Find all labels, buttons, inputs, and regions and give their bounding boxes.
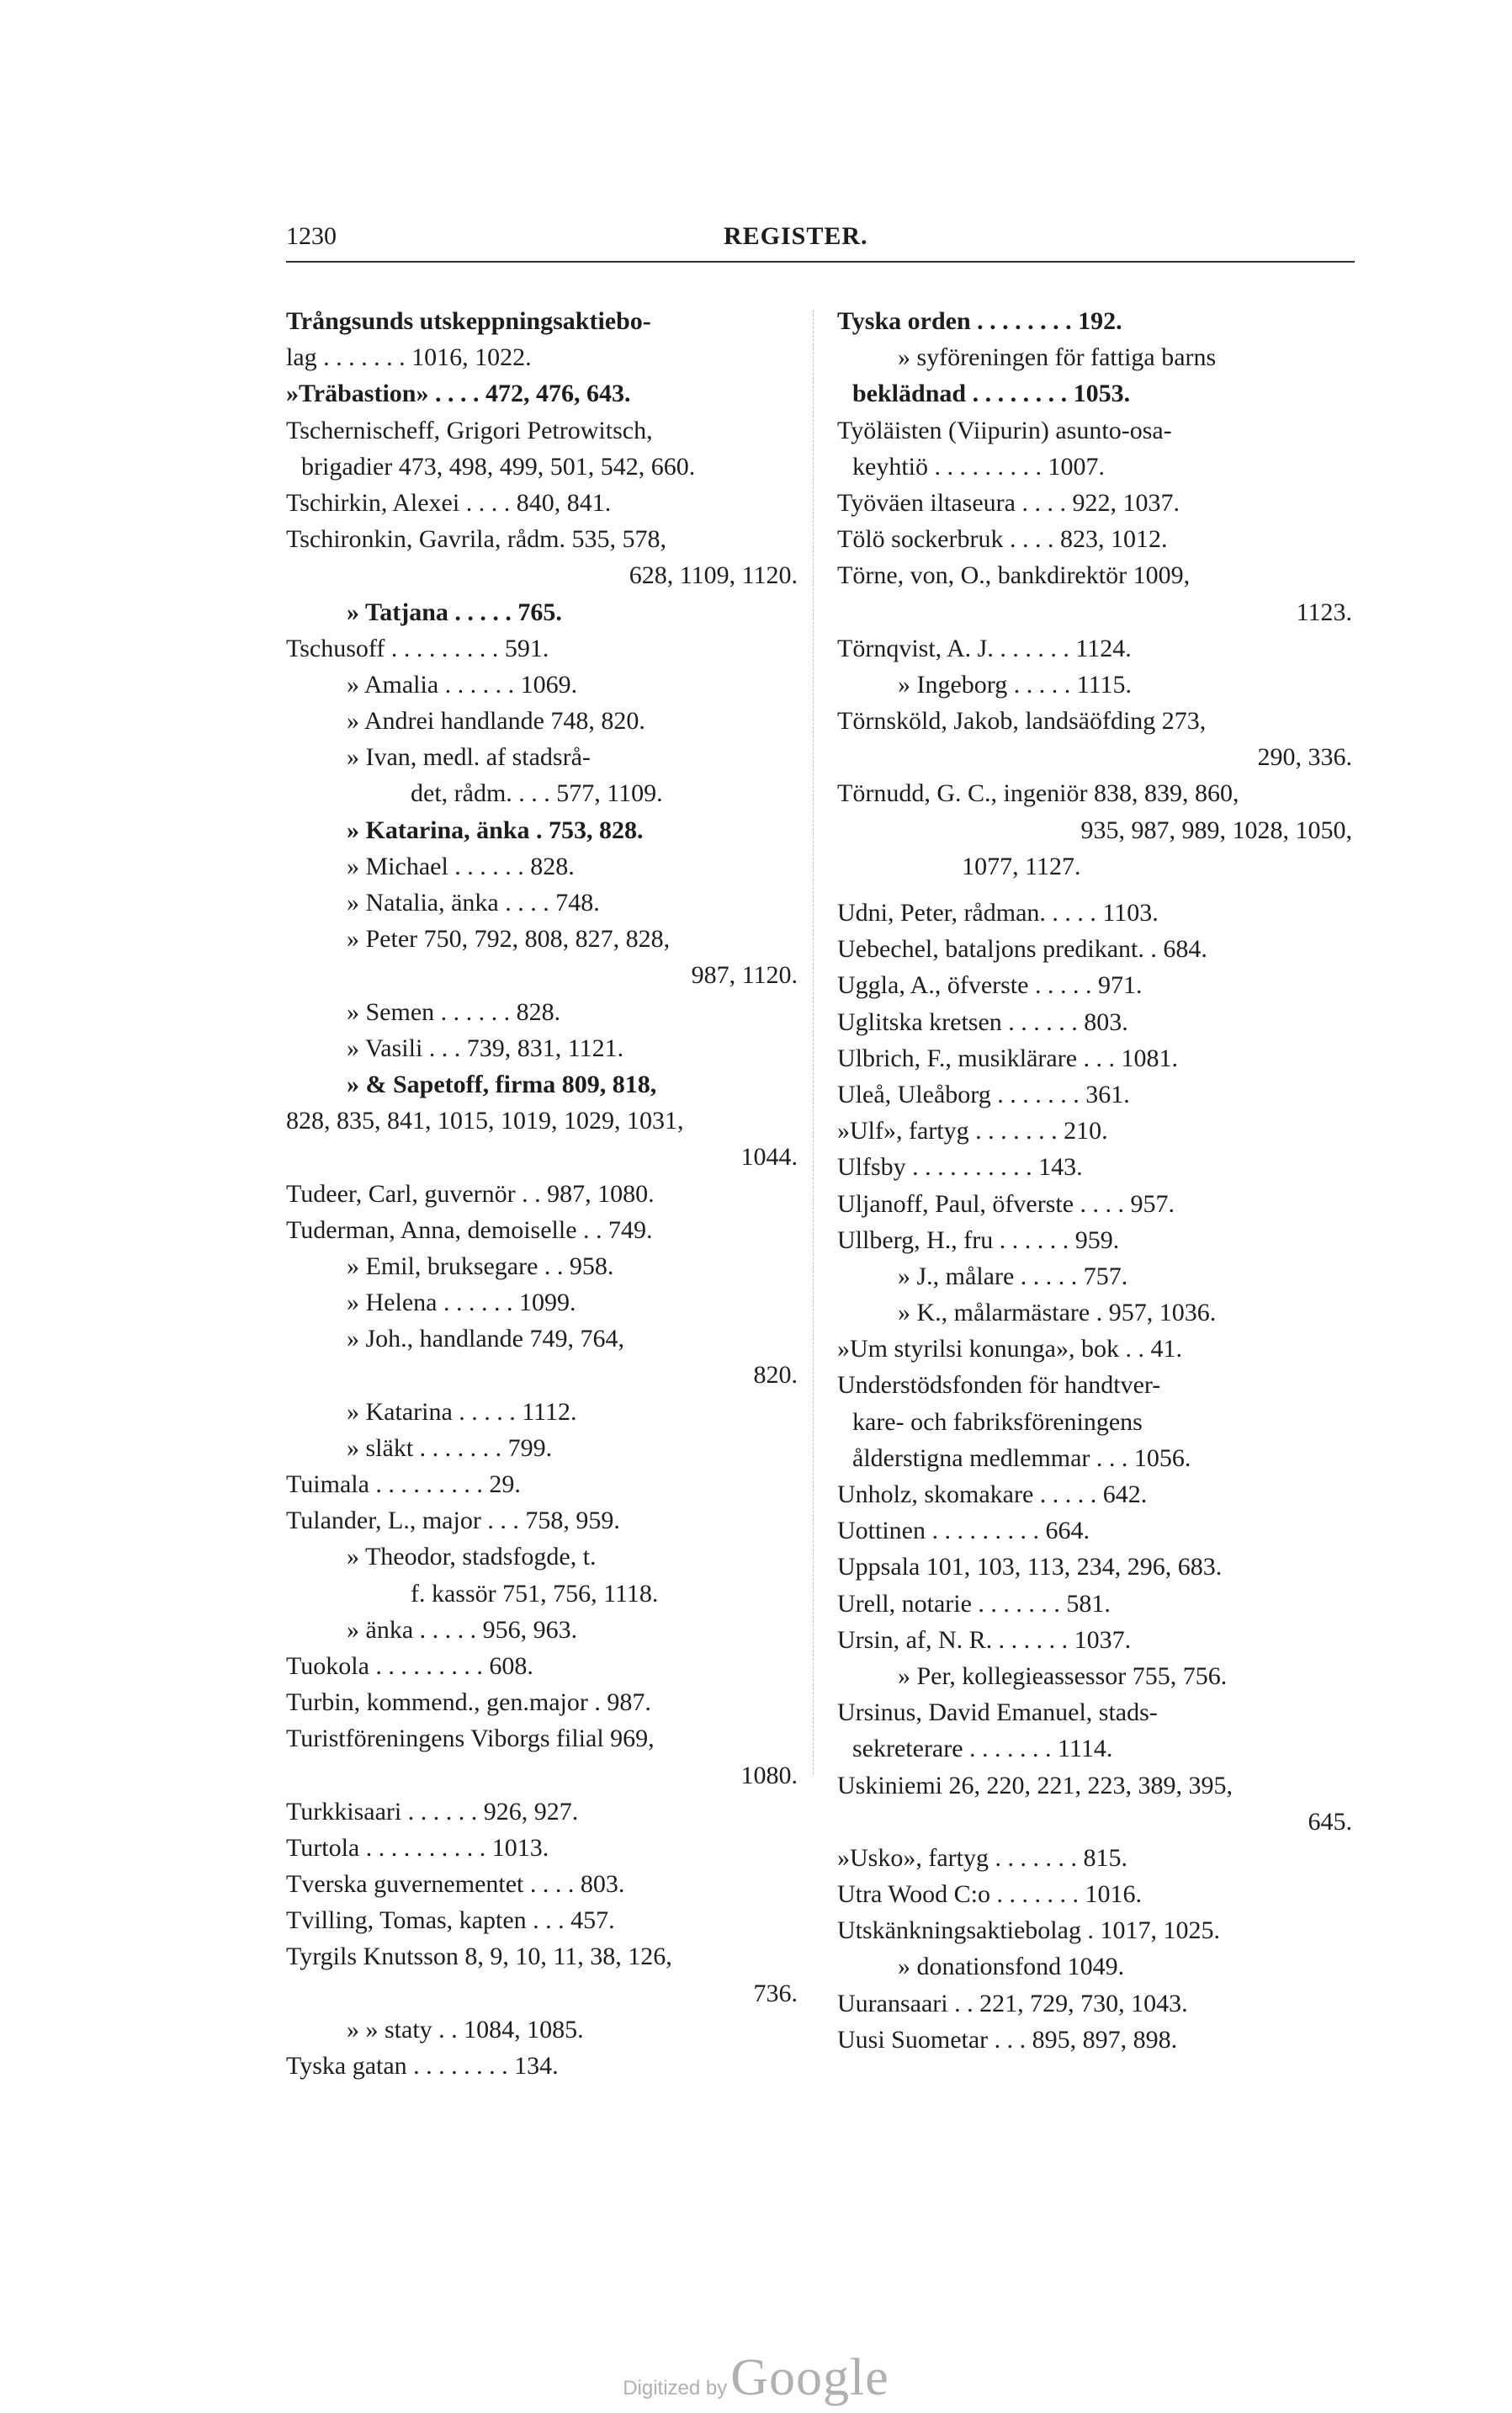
index-entry-text: Turistföreningens Viborgs filial 969,: [286, 1725, 655, 1753]
page-number: 1230: [286, 222, 337, 250]
index-entry-text: Tulander, L., major . . . 758, 959.: [286, 1507, 620, 1535]
index-line: [286, 739, 798, 775]
index-entry-text: det, rådm. . . . 577, 1109.: [411, 779, 663, 808]
index-line: [286, 557, 798, 593]
index-line: [286, 703, 798, 739]
index-line: [286, 1030, 798, 1066]
index-line: [837, 1367, 1352, 1403]
index-line: [286, 1321, 798, 1357]
index-line: [286, 412, 798, 449]
index-line: [286, 1430, 798, 1466]
running-head: REGISTER.: [724, 222, 868, 250]
index-line: [286, 1648, 798, 1684]
index-line: [837, 630, 1352, 667]
index-line: [286, 303, 798, 339]
index-line: [286, 1866, 798, 1902]
column-divider: [813, 310, 814, 1774]
index-line: [837, 1258, 1352, 1294]
index-entry-text: » Ingeborg . . . . . 1115.: [898, 670, 1133, 699]
digitized-by-watermark: [0, 2348, 1512, 2408]
index-entry-text: »Usko», fartyg . . . . . . . 815.: [837, 1843, 1127, 1872]
index-line: [837, 1076, 1352, 1113]
index-line: [286, 2012, 798, 2048]
index-line: [837, 931, 1352, 967]
index-entry-text: » Natalia, änka . . . . 748.: [347, 889, 600, 917]
index-entry-text: sekreterare . . . . . . . 1114.: [852, 1735, 1113, 1763]
index-line: [837, 412, 1352, 449]
index-line: [837, 1985, 1352, 2022]
index-line: [837, 848, 1352, 885]
index-line: [286, 1357, 798, 1393]
index-line: [286, 667, 798, 703]
index-line: [837, 1658, 1352, 1694]
index-line: [286, 1466, 798, 1502]
index-entry-text: Tyska gatan . . . . . . . . 134.: [286, 2052, 559, 2080]
index-entry-text: » J., målare . . . . . 757.: [898, 1262, 1128, 1290]
index-line: [286, 2048, 798, 2084]
index-entry-text: » Tatjana . . . . . 765.: [347, 598, 562, 626]
index-line: [286, 1612, 798, 1648]
index-line: [837, 739, 1352, 775]
index-entry-text: Tschusoff . . . . . . . . . 591.: [286, 634, 549, 662]
header-rule: [286, 261, 1355, 263]
index-entry-text: Tschironkin, Gavrila, rådm. 535, 578,: [286, 525, 666, 554]
index-entry-text: keyhtiö . . . . . . . . . 1007.: [852, 452, 1105, 481]
index-entry-text: » släkt . . . . . . . 799.: [347, 1433, 553, 1462]
index-line: [837, 1113, 1352, 1149]
index-line: [837, 1331, 1352, 1367]
index-line: [837, 1840, 1352, 1876]
index-entry-text: 935, 987, 989, 1028, 1050,: [1080, 816, 1352, 844]
index-entry-text: Utra Wood C:o . . . . . . . 1016.: [837, 1880, 1143, 1909]
index-line: [837, 1876, 1352, 1912]
index-line: [837, 1512, 1352, 1549]
index-entry-text: Tuderman, Anna, demoiselle . . 749.: [286, 1215, 653, 1244]
index-entry-text: »Ulf», fartyg . . . . . . . 210.: [837, 1117, 1108, 1145]
index-entry-text: Uljanoff, Paul, öfverste . . . . 957.: [837, 1189, 1175, 1218]
index-entry-text: Törne, von, O., bankdirektör 1009,: [837, 561, 1191, 590]
index-entry-text: Uuransaari . . 221, 729, 730, 1043.: [837, 1989, 1188, 2017]
index-line: [837, 1294, 1352, 1331]
index-entry-text: 1123.: [1296, 598, 1352, 626]
index-entry-text: Ursinus, David Emanuel, stads-: [837, 1698, 1158, 1727]
index-line: [837, 1186, 1352, 1222]
index-line: [286, 1176, 798, 1212]
index-entry-text: Tyska orden . . . . . . . . 192.: [837, 307, 1122, 335]
google-logo: Google: [730, 2349, 889, 2406]
index-entry-text: 828, 835, 841, 1015, 1019, 1029, 1031,: [286, 1107, 684, 1135]
index-line: [286, 1139, 798, 1175]
index-line: [286, 449, 798, 485]
index-entry-text: » donationsfond 1049.: [898, 1953, 1125, 1981]
index-entry-text: »Um styrilsi konunga», bok . . 41.: [837, 1335, 1182, 1363]
index-line: [286, 1502, 798, 1539]
index-entry-text: Understödsfonden för handtver-: [837, 1371, 1161, 1400]
right-column: [837, 303, 1352, 2058]
index-entry-text: Uskiniemi 26, 220, 221, 223, 389, 395,: [837, 1771, 1233, 1799]
index-line: [837, 1730, 1352, 1767]
index-entry-text: » Peter 750, 792, 808, 827, 828,: [347, 925, 671, 954]
index-line: [286, 1757, 798, 1794]
index-line: [286, 521, 798, 557]
index-entry-text: Ulfsby . . . . . . . . . . 143.: [837, 1153, 1083, 1182]
index-line: [286, 885, 798, 921]
index-line: [837, 1948, 1352, 1985]
index-line: [286, 485, 798, 521]
index-line: [837, 1804, 1352, 1840]
index-line: [837, 557, 1352, 593]
index-line: [286, 1539, 798, 1575]
digitized-label: Digitized by: [623, 2377, 728, 2400]
index-line: [837, 967, 1352, 1003]
index-line: [286, 1248, 798, 1284]
index-line: [837, 485, 1352, 521]
index-entry-text: » & Sapetoff, firma 809, 818,: [347, 1070, 657, 1098]
index-entry-text: » Helena . . . . . . 1099.: [347, 1289, 576, 1317]
index-line: [286, 921, 798, 957]
index-line: [837, 521, 1352, 557]
index-line: [837, 1149, 1352, 1185]
index-entry-text: Uleå, Uleåborg . . . . . . . 361.: [837, 1080, 1130, 1108]
index-entry-text: » » staty . . 1084, 1085.: [347, 2015, 584, 2044]
index-line: [837, 1440, 1352, 1476]
index-line: [286, 1794, 798, 1830]
index-entry-text: Turbin, kommend., gen.major . 987.: [286, 1688, 651, 1717]
index-line: [286, 1830, 798, 1866]
index-entry-text: » Joh., handlande 749, 764,: [347, 1325, 624, 1353]
index-entry-text: Tuimala . . . . . . . . . 29.: [286, 1470, 521, 1498]
index-entry-text: 645.: [1308, 1807, 1352, 1836]
index-line: [837, 895, 1352, 931]
index-entry-text: 820.: [753, 1361, 798, 1390]
index-entry-text: Uppsala 101, 103, 113, 234, 296, 683.: [837, 1553, 1223, 1581]
index-entry-text: » syföreningen för fattiga barns: [898, 343, 1217, 372]
index-entry-text: Tudeer, Carl, guvernör . . 987, 1080.: [286, 1179, 655, 1208]
index-line: [837, 703, 1352, 739]
index-line: [837, 1549, 1352, 1585]
index-entry-text: » Katarina, änka . 753, 828.: [347, 816, 644, 844]
index-entry-text: » änka . . . . . 956, 963.: [347, 1615, 578, 1644]
index-entry-text: Tvilling, Tomas, kapten . . . 457.: [286, 1906, 615, 1935]
index-entry-text: lag . . . . . . . 1016, 1022.: [286, 343, 532, 372]
index-entry-text: Törnudd, G. C., ingeniör 838, 839, 860,: [837, 779, 1239, 808]
index-entry-text: » Per, kollegieassessor 755, 756.: [898, 1661, 1228, 1690]
index-line: [286, 1938, 798, 1975]
index-entry-text: kare- och fabriksföreningens: [852, 1407, 1143, 1436]
index-entry-text: » Andrei handlande 748, 820.: [347, 707, 645, 736]
index-line: [286, 1284, 798, 1321]
index-line: [837, 812, 1352, 848]
index-line: [286, 594, 798, 630]
index-line: [286, 1902, 798, 1938]
index-entry-text: 628, 1109, 1120.: [629, 561, 798, 590]
index-entry-text: ålderstigna medlemmar . . . 1056.: [852, 1443, 1191, 1472]
index-line: [837, 775, 1352, 811]
index-entry-text: Urell, notarie . . . . . . . 581.: [837, 1589, 1111, 1618]
index-entry-text: brigadier 473, 498, 499, 501, 542, 660.: [301, 452, 696, 481]
index-line: [286, 630, 798, 667]
index-line: [837, 1404, 1352, 1440]
index-entry-text: Unholz, skomakare . . . . . 642.: [837, 1480, 1148, 1508]
index-entry-text: Työläisten (Viipurin) asunto-osa-: [837, 416, 1172, 444]
index-line: [837, 594, 1352, 630]
index-entry-text: Uggla, A., öfverste . . . . . 971.: [837, 971, 1143, 1000]
index-entry-text: » Vasili . . . 739, 831, 1121.: [347, 1034, 624, 1062]
index-line: [837, 1912, 1352, 1948]
index-entry-text: Työväen iltaseura . . . . 922, 1037.: [837, 488, 1180, 517]
index-line: [286, 1394, 798, 1430]
index-entry-text: Tuokola . . . . . . . . . 608.: [286, 1651, 533, 1680]
index-entry-text: » Amalia . . . . . . 1069.: [347, 670, 578, 699]
index-line: [286, 1684, 798, 1720]
index-line: [286, 775, 798, 811]
index-entry-text: »Träbastion» . . . . 472, 476, 643.: [286, 380, 631, 408]
index-line: [837, 1767, 1352, 1804]
index-line: [837, 449, 1352, 485]
index-entry-text: 1077, 1127.: [962, 852, 1081, 880]
index-line: [837, 339, 1352, 375]
index-line: [837, 1694, 1352, 1730]
index-line: [837, 1222, 1352, 1258]
index-entry-text: f. kassör 751, 756, 1118.: [411, 1579, 659, 1608]
index-entry-text: Utskänkningsaktiebolag . 1017, 1025.: [837, 1916, 1220, 1945]
index-line: [837, 1476, 1352, 1512]
index-entry-text: 290, 336.: [1257, 743, 1352, 772]
index-entry-text: Tverska guvernementet . . . . 803.: [286, 1870, 625, 1899]
index-line: [286, 1975, 798, 2012]
index-entry-text: Tyrgils Knutsson 8, 9, 10, 11, 38, 126,: [286, 1943, 672, 1971]
index-entry-text: Trångsunds utskeppningsaktiebo-: [286, 307, 651, 335]
index-entry-text: » Michael . . . . . . 828.: [347, 852, 575, 880]
index-line: [286, 1720, 798, 1757]
index-entry-text: Uglitska kretsen . . . . . . 803.: [837, 1007, 1128, 1036]
index-line: [286, 957, 798, 993]
index-line: [837, 1586, 1352, 1622]
index-entry-text: » Katarina . . . . . 1112.: [347, 1397, 577, 1426]
index-line: [837, 303, 1352, 339]
index-entry-text: 1080.: [740, 1761, 798, 1789]
index-entry-text: 736.: [753, 1979, 798, 2007]
index-line: [286, 1103, 798, 1139]
index-entry-text: » K., målarmästare . 957, 1036.: [898, 1299, 1217, 1327]
index-entry-text: 987, 1120.: [691, 961, 798, 990]
index-line: [837, 375, 1352, 412]
index-line: [837, 1622, 1352, 1658]
index-line: [286, 375, 798, 412]
index-entry-text: Uottinen . . . . . . . . . 664.: [837, 1517, 1090, 1545]
index-entry-text: beklädnad . . . . . . . . 1053.: [852, 380, 1131, 408]
index-line: [286, 848, 798, 885]
index-line: [837, 1040, 1352, 1076]
index-entry-text: Ursin, af, N. R. . . . . . . 1037.: [837, 1625, 1132, 1654]
index-line: [837, 2022, 1352, 2058]
index-entry-text: Törnqvist, A. J. . . . . . . 1124.: [837, 634, 1132, 662]
index-line: [286, 1066, 798, 1103]
index-line: [286, 339, 798, 375]
index-entry-text: Ulbrich, F., musiklärare . . . 1081.: [837, 1044, 1179, 1072]
index-line: [286, 1576, 798, 1612]
index-entry-text: » Emil, bruksegare . . 958.: [347, 1252, 614, 1280]
left-column: [286, 303, 798, 2084]
index-entry-text: Törnsköld, Jakob, landsäöfding 273,: [837, 707, 1207, 736]
index-entry-text: Uusi Suometar . . . 895, 897, 898.: [837, 2025, 1178, 2054]
index-line: [286, 1212, 798, 1248]
index-entry-text: 1044.: [740, 1143, 798, 1172]
index-entry-text: Tschirkin, Alexei . . . . 840, 841.: [286, 488, 612, 517]
index-line: [837, 1004, 1352, 1040]
index-entry-text: Turkkisaari . . . . . . 926, 927.: [286, 1797, 579, 1826]
index-entry-text: Udni, Peter, rådman. . . . . 1103.: [837, 899, 1159, 927]
index-entry-text: » Ivan, medl. af stadsrå-: [347, 743, 591, 772]
index-line: [286, 812, 798, 848]
index-entry-text: Uebechel, bataljons predikant. . 684.: [837, 935, 1207, 964]
index-entry-text: Turtola . . . . . . . . . . 1013.: [286, 1833, 549, 1862]
index-entry-text: Tölö sockerbruk . . . . 823, 1012.: [837, 525, 1168, 554]
index-line: [286, 994, 798, 1030]
index-entry-text: » Semen . . . . . . 828.: [347, 997, 561, 1026]
index-entry-text: » Theodor, stadsfogde, t.: [347, 1543, 597, 1571]
index-entry-text: Ullberg, H., fru . . . . . . 959.: [837, 1225, 1120, 1254]
index-entry-text: Tschernischeff, Grigori Petrowitsch,: [286, 416, 653, 444]
index-line: [837, 667, 1352, 703]
